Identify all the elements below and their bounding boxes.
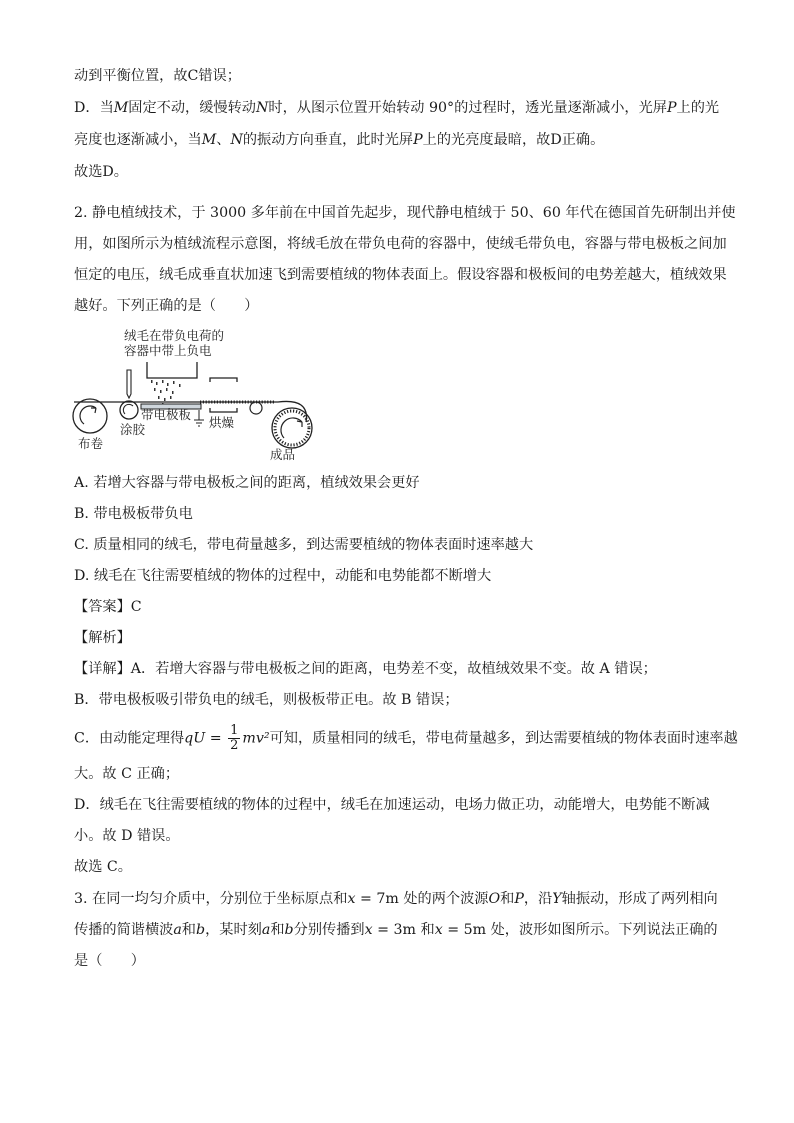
option-b: B. 带电极板带负电 xyxy=(74,506,193,522)
cloth-roll xyxy=(73,399,107,433)
dryer-bottom xyxy=(210,408,237,412)
detail-a: 【详解】A．若增大容器与带电极板之间的距离，电势差不变，故植绒效果不变。故 A 错误； xyxy=(74,661,657,677)
choose-line: 故选 C。 xyxy=(74,859,132,875)
product-arrow-head-icon xyxy=(297,421,302,427)
diagram-label-roll: 布卷 xyxy=(78,436,104,451)
diagram-label-dryer: 烘燥 xyxy=(209,415,235,430)
diagram-label-container: 绒毛在带负电荷的 xyxy=(124,328,225,343)
product-roll xyxy=(272,408,312,448)
diagram-label-product: 成品 xyxy=(270,447,296,462)
detail-b: B．带电极板吸引带负电的绒毛，则极板带正电。故 B 错误； xyxy=(74,692,459,708)
dryer-top xyxy=(210,378,237,382)
glue-roller-arrow-icon xyxy=(123,404,133,414)
diagram-label-container-2: 容器中带上负电 xyxy=(124,343,212,358)
glue-roller xyxy=(120,401,138,419)
question-2-line: 用，如图所示为植绒流程示意图，将绒毛放在带负电荷的容器中，使绒毛带负电，容器与带电极板之间加 xyxy=(74,236,727,252)
question-2-line: 越好。下列正确的是（ ） xyxy=(74,298,259,314)
diagram-label-glue: 涂胶 xyxy=(120,422,146,437)
roll-arrow-head-icon xyxy=(91,408,96,413)
answer-label: 【答案】C xyxy=(74,599,142,615)
fraction-one-half: $\frac{1}{2}$ xyxy=(230,723,239,753)
text-line: 故选D。 xyxy=(74,164,128,180)
option-d: D. 绒毛在飞往需要植绒的物体的过程中，动能和电势能都不断增大 xyxy=(74,568,492,584)
detail-d-line: D．绒毛在飞往需要植绒的物体的过程中，绒毛在加速运动，电场力做正功，动能增大，电势能不断减 xyxy=(74,797,710,813)
flocking-process-diagram xyxy=(70,326,320,466)
glue-knife xyxy=(127,370,131,398)
question-3-line: 是（ ） xyxy=(74,953,145,969)
question-3-line: 3. 在同一均匀介质中，分别位于坐标原点和x = 7m 处的两个波源O和P，沿Y轴振动，形成了两列相向 xyxy=(74,891,718,907)
text-line: 亮度也逐渐减小，当M、N的振动方向垂直，此时光屏P上的光亮度最暗，故D正确。 xyxy=(74,132,605,148)
question-2-line: 恒定的电压，绒毛成垂直状加速飞到需要植绒的物体表面上。假设容器和极板间的电势差越大，植绒效果 xyxy=(74,267,727,283)
detail-c-end: 大。故 C 正确； xyxy=(74,766,180,782)
analysis-label: 【解析】 xyxy=(74,630,131,646)
diagram-label-plate: 带电极板 xyxy=(141,407,192,422)
support-roller xyxy=(250,402,262,414)
question-2-line: 2. 静电植绒技术，于 3000 多年前在中国首先起步，现代静电植绒于 50、60 年代在德国首先研制出并使 xyxy=(74,205,736,221)
text-line: 动到平衡位置，故C错误； xyxy=(74,68,241,84)
option-c: C. 质量相同的绒毛，带电荷量越多，到达需要植绒的物体表面时速率越大 xyxy=(74,537,534,553)
question-3-line: 传播的简谐横波a和b，某时刻a和b分别传播到x = 3m 和x = 5m 处，波形如图所示。下列说法正确的 xyxy=(74,922,718,938)
detail-c-formula-line: C．由动能定理得qU = $\frac{1}{2}$ mv²可知，质量相同的绒毛，带电荷量越多，到达需要植绒的物体表面时速率越 xyxy=(74,723,738,753)
container-shape xyxy=(147,362,197,378)
roll-arrow-icon xyxy=(80,406,96,424)
ground-icon xyxy=(194,410,204,426)
product-roll-texture xyxy=(275,411,309,445)
option-a: A. 若增大容器与带电极板之间的距离，植绒效果会更好 xyxy=(74,475,420,491)
detail-d-end: 小。故 D 错误。 xyxy=(74,828,180,844)
text-line: D．当M固定不动，缓慢转动N时，从图示位置开始转动 90°的过程时，透光量逐渐减小，光屏P上的光 xyxy=(74,100,720,116)
